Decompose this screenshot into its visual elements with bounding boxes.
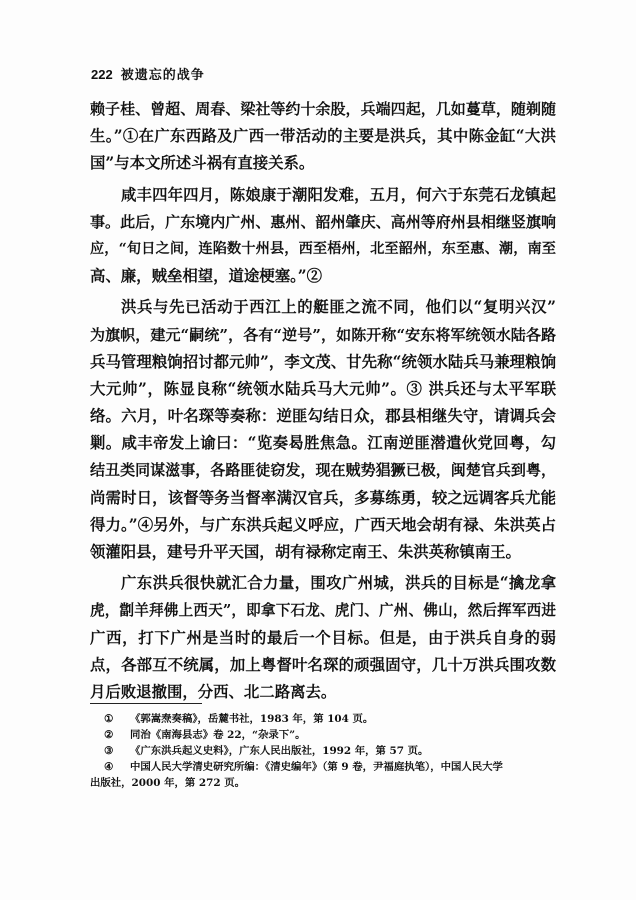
text-line: 生。”①在广东西路及广西一带活动的主要是洪兵，其中陈金缸“大洪 bbox=[90, 127, 556, 146]
footnote-marker: ④ bbox=[104, 761, 114, 773]
footnote bbox=[104, 711, 559, 727]
text-line: 结丑类同谋滋事，各路匪徒窃发，现在贼势猖獗已极，闽楚官兵到粤， bbox=[90, 461, 556, 480]
text-line: 应，“旬日之间，连陷数十州县，西至梧州，北至韶州，东至惠、潮，南至 bbox=[90, 240, 556, 257]
text-line: 得力。”④另外，与广东洪兵起义呼应，广西天地会胡有禄、朱洪英占 bbox=[90, 515, 556, 534]
footnote-text: 中国人民大学清史研究所编：《清史编年》（第 9 卷，尹福庭执笔），中国人民大学 bbox=[130, 761, 503, 773]
footnote bbox=[104, 759, 559, 775]
footnote-marker: ③ bbox=[104, 745, 114, 757]
text-line: 洪兵与先已活动于西江上的艇匪之流不同，他们以“复明兴汉” bbox=[121, 298, 556, 317]
text-line: 广东洪兵很快就汇合力量，围攻广州城，洪兵的目标是“擒龙拿 bbox=[121, 574, 556, 593]
text-line: 事。此后，广东境内广州、惠州、韶州肇庆、高州等府州县相继竖旗响 bbox=[90, 212, 556, 231]
text-line: 络。六月，叶名琛等奏称：逆匪勾结日众，郡县相继失守，请调兵会 bbox=[90, 407, 556, 426]
footnote-text: 《广东洪兵起义史料》，广东人民出版社，1992 年，第 57 页。 bbox=[130, 745, 429, 757]
footnotes bbox=[90, 711, 559, 791]
footnote-text: 《郭嵩焘奏稿》，岳麓书社，1983 年，第 104 页。 bbox=[130, 713, 374, 725]
footnote bbox=[90, 775, 545, 791]
running-header bbox=[91, 64, 205, 83]
footnote bbox=[104, 743, 559, 759]
body-text bbox=[90, 96, 556, 706]
text-line: 点，各部互不统属，加上粤督叶名琛的顽强固守，几十万洪兵围攻数 bbox=[90, 655, 556, 674]
text-line: 咸丰四年四月，陈娘康于潮阳发难，五月，何六于东莞石龙镇起 bbox=[121, 185, 556, 204]
footnote-marker: ① bbox=[104, 713, 114, 725]
text-line: 赖子桂、曾超、周春、梁社等约十余股，兵端四起，几如蔓草，随剃随 bbox=[90, 100, 556, 118]
text-line: 兵马管理粮饷招讨都元帅”，李文茂、甘先称“统领水陆兵马兼理粮饷 bbox=[90, 352, 556, 371]
book-title: 被遗忘的战争 bbox=[120, 68, 205, 83]
text-line: 国”与本文所述斗祸有直接关系。 bbox=[90, 154, 315, 173]
text-line: 高、廉，贼垒相望，道途梗塞。”② bbox=[90, 267, 323, 286]
text-line: 月后败退撤围，分西、北二路离去。 bbox=[90, 682, 337, 701]
footnote-divider bbox=[90, 703, 202, 704]
text-line: 大元帅”，陈显良称“统领水陆兵马大元帅”。③ 洪兵还与太平军联 bbox=[90, 379, 556, 398]
footnote-marker: ② bbox=[104, 729, 114, 741]
footnote bbox=[104, 727, 559, 743]
text-line: 广西，打下广州是当时的最后一个目标。但是，由于洪兵自身的弱 bbox=[90, 628, 556, 647]
page-number: 222 bbox=[91, 67, 113, 82]
text-line: 剿。咸丰帝发上谕曰：“览奏曷胜焦急。江南逆匪潜遣伙党回粤，勾 bbox=[90, 434, 556, 453]
text-line: 为旗帜，建元“嗣统”，各有“逆号”，如陈开称“安东将军统领水陆各路 bbox=[90, 325, 556, 344]
footnote-text: 同治《南海县志》卷 22，“杂录下”。 bbox=[130, 729, 306, 741]
text-line: 领灌阳县，建号升平天国，胡有禄称定南王、朱洪英称镇南王。 bbox=[90, 543, 521, 561]
text-line: 尚需时日，该督等务当督率满汉官兵，多募练勇，较之远调客兵尤能 bbox=[90, 488, 556, 507]
footnote-text: 出版社，2000 年，第 272 页。 bbox=[90, 777, 245, 789]
text-line: 虎，劏羊拜佛上西天”，即拿下石龙、虎门、广州、佛山，然后挥军西进 bbox=[90, 602, 556, 620]
